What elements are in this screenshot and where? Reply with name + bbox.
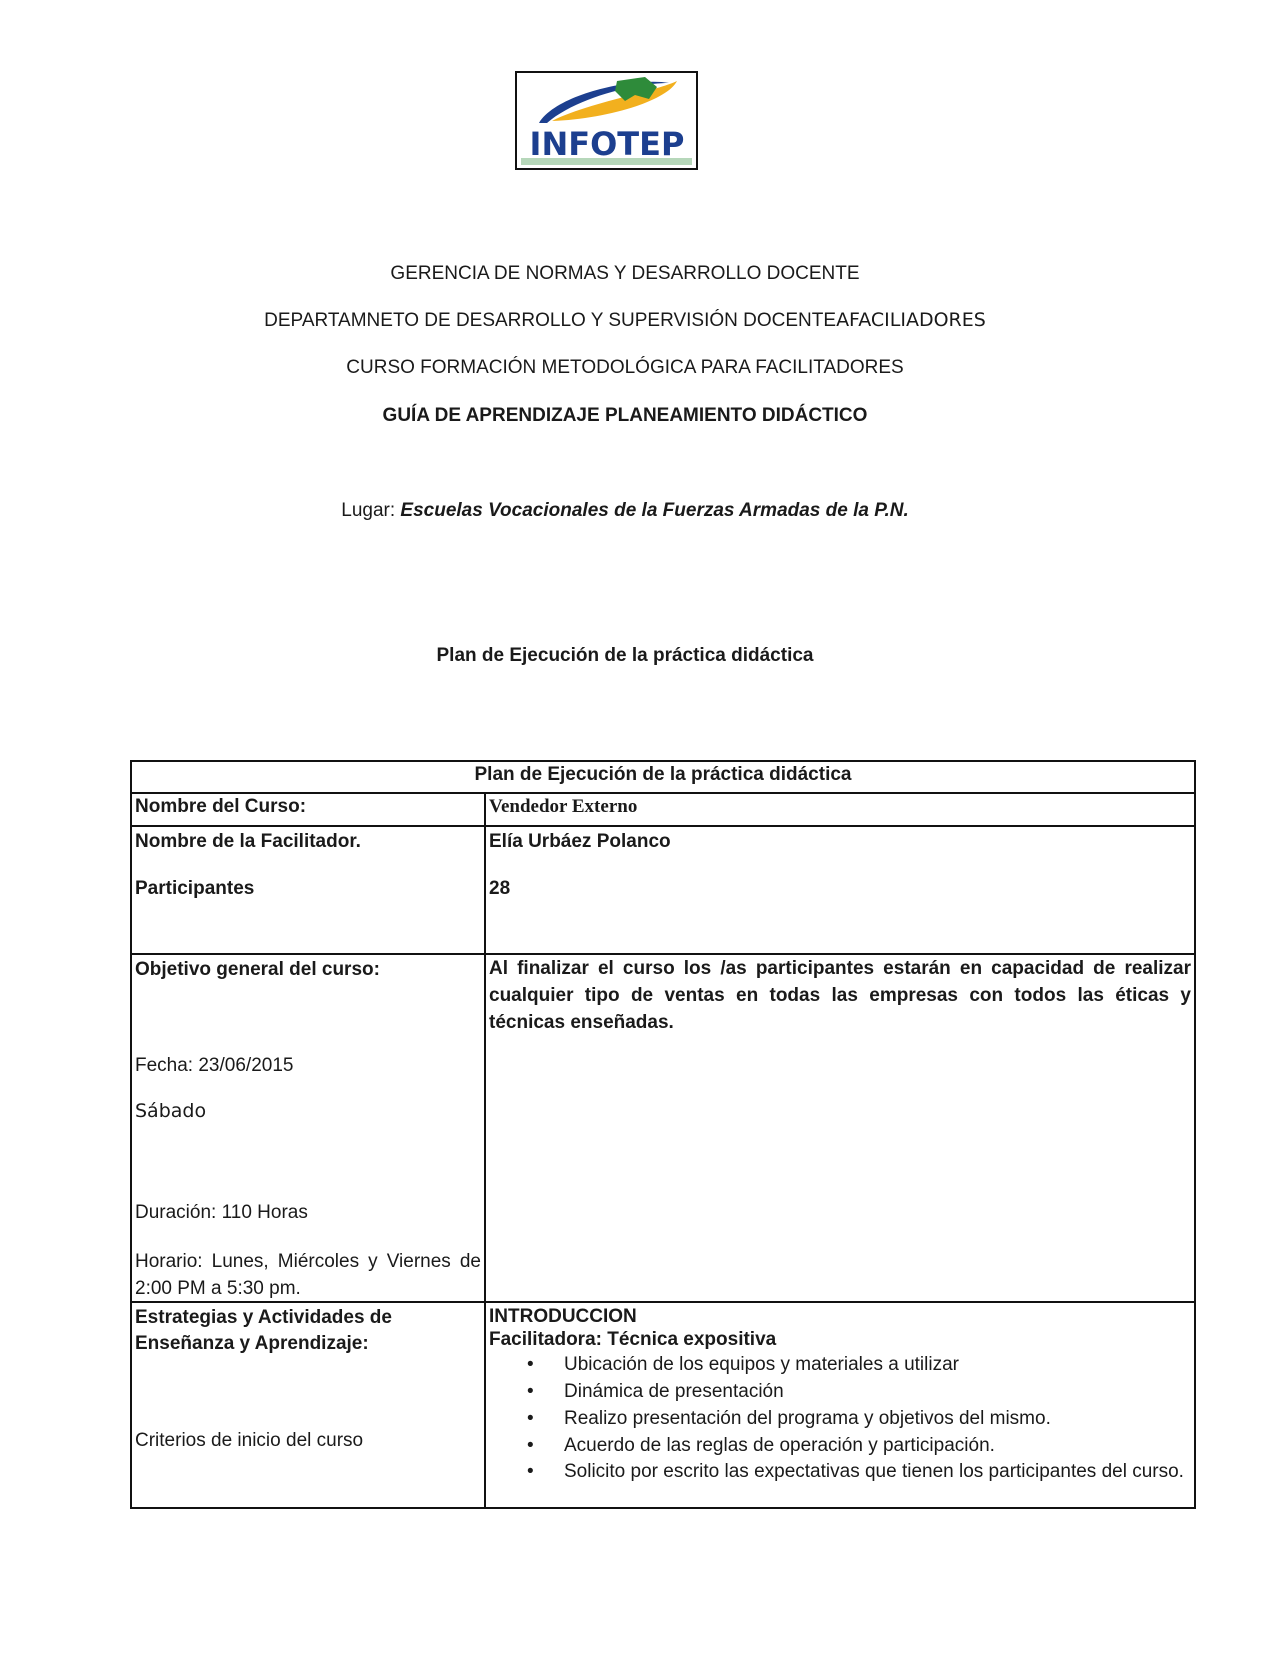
row-objetivo: [131, 954, 1195, 1302]
actividades-cell: [485, 1302, 1195, 1508]
tecnica-heading: Facilitadora: Técnica expositiva: [489, 1329, 777, 1350]
lugar-label: Lugar:: [341, 500, 401, 521]
lugar-line: [0, 500, 1250, 522]
facilitador-value: Elía Urbáez Polanco: [489, 831, 671, 852]
header-departamento: [0, 309, 1250, 332]
header-curso: CURSO FORMACIÓN METODOLÓGICA PARA FACILITADORES: [346, 357, 904, 378]
dia-text: Sábado: [135, 1100, 207, 1122]
intro-heading: INTRODUCCION: [489, 1306, 637, 1327]
estrategias-label: Estrategias y Actividades de Enseñanza y Aprendizaje:: [135, 1307, 392, 1354]
list-item: • Solicito por escrito las expectativas que tienen los participantes del curso.: [564, 1460, 1191, 1483]
infotep-logo-graphic: [517, 73, 696, 168]
facilitador-label: Nombre de la Facilitador.: [135, 831, 361, 852]
fecha-text: Fecha: 23/06/2015: [135, 1055, 294, 1076]
infotep-logo: [515, 71, 698, 170]
plan-heading: Plan de Ejecución de la práctica didáctica: [436, 645, 814, 666]
plan-table-title-row: [131, 761, 1195, 793]
duracion-text: Duración: 110 Horas: [135, 1202, 308, 1223]
criterios-label: Criterios de inicio del curso: [135, 1430, 364, 1451]
curso-label: Nombre del Curso:: [131, 793, 485, 826]
header-gerencia: GERENCIA DE NORMAS Y DESARROLLO DOCENTE: [390, 263, 860, 284]
horario-text: Horario: Lunes, Miércoles y Viernes de 2:00 PM a 5:30 pm.: [135, 1251, 481, 1299]
objetivo-cell: [131, 954, 485, 1302]
plan-table-title: Plan de Ejecución de la práctica didáctica: [131, 761, 1195, 793]
row-curso: [131, 793, 1195, 826]
participantes-label: Participantes: [135, 878, 255, 899]
header-guia: GUÍA DE APRENDIZAJE PLANEAMIENTO DIDÁCTICO: [382, 405, 868, 426]
list-item: • Realizo presentación del programa y objetivos del mismo.: [564, 1406, 1191, 1432]
lugar-value: Escuelas Vocacionales de la Fuerzas Armadas de la P.N.: [400, 500, 909, 521]
actividades-list: [489, 1352, 1191, 1483]
logo-wordmark: INFOTEP: [529, 125, 685, 163]
estrategias-cell: [131, 1302, 485, 1508]
participantes-value: 28: [489, 878, 511, 899]
objetivo-label: Objetivo general del curso:: [135, 959, 380, 980]
list-item: • Ubicación de los equipos y materiales a utilizar: [564, 1352, 1191, 1378]
row-facilitador: [131, 826, 1195, 954]
facilitador-cell: [131, 826, 485, 954]
curso-value: Vendedor Externo: [485, 793, 1195, 826]
header-departamento-extra: AFACILIADORES: [836, 309, 986, 331]
objetivo-value: Al finalizar el curso los /as participantes estarán en capacidad de realizar cualquier tipo de ventas en todas las empresas con todos las éticas y técnicas enseñadas.: [485, 954, 1195, 1302]
list-item: • Acuerdo de las reglas de operación y participación.: [564, 1433, 1191, 1459]
plan-table: [130, 760, 1196, 1509]
header-departamento-main: DEPARTAMNETO DE DESARROLLO Y SUPERVISIÓN DOCENTE: [264, 310, 837, 331]
list-item: • Dinámica de presentación: [564, 1379, 1191, 1405]
row-estrategias: [131, 1302, 1195, 1508]
facilitador-values: [485, 826, 1195, 954]
